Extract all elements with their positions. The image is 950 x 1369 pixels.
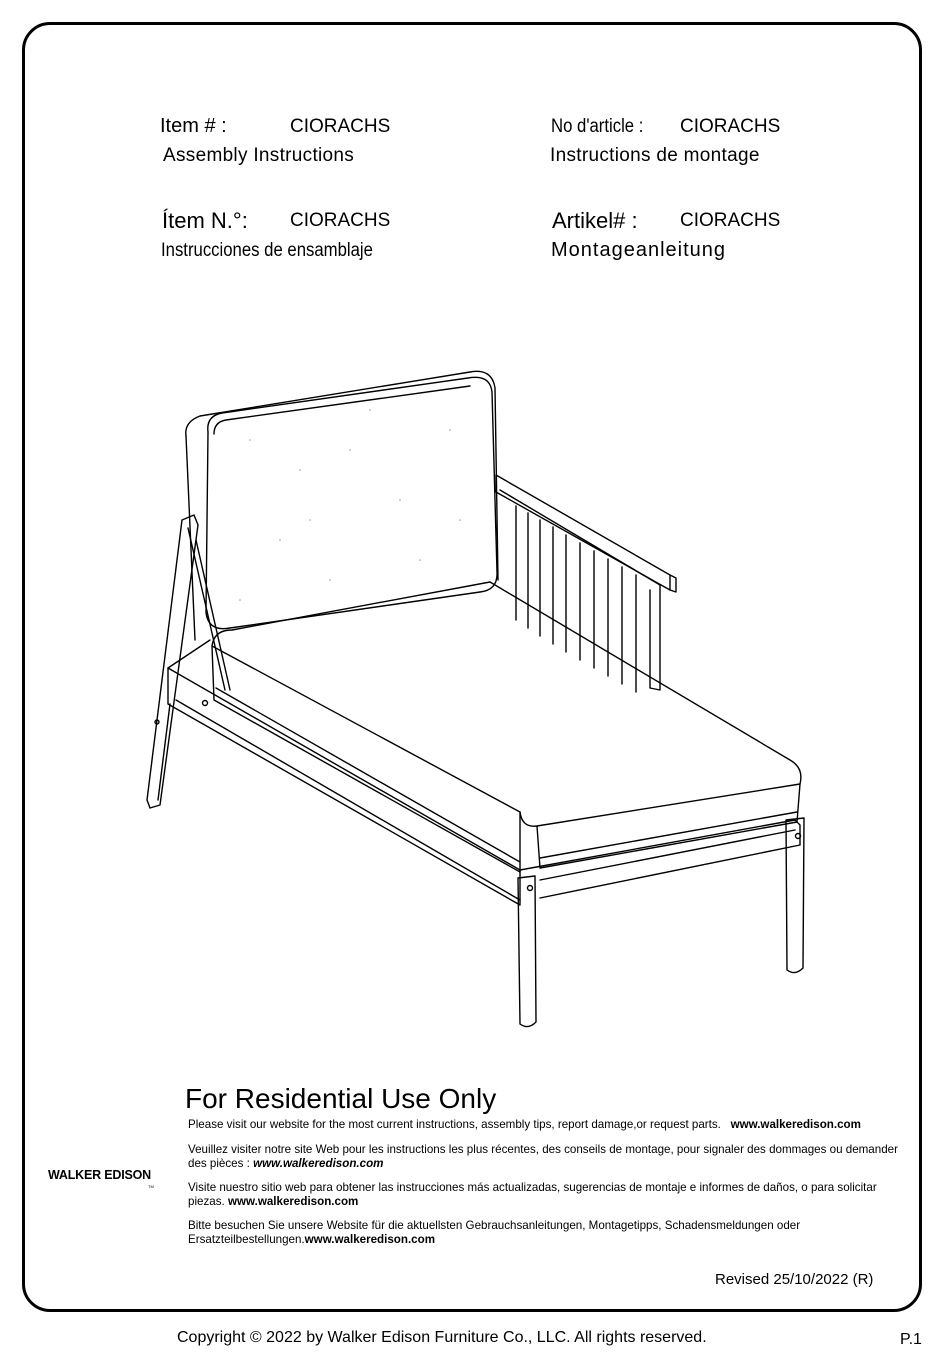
notice-de — [188, 1219, 900, 1247]
item-value-en: CIORACHS — [290, 116, 391, 137]
copyright-notice: Copyright © 2022 by Walker Edison Furniture Co., LLC. All rights reserved. — [177, 1329, 707, 1346]
subtitle-en: Assembly Instructions — [163, 145, 355, 166]
subtitle-es: Instrucciones de ensamblaje — [161, 240, 373, 261]
residential-heading: For Residential Use Only — [185, 1083, 497, 1114]
notice-de-text: Bitte besuchen Sie unsere Website für die aktuellsten Gebrauchsanleitungen, Montagetipps, Schadensmeldungen oder Ersatzteilbestellungen. — [188, 1219, 801, 1246]
notice-fr-text: Veuillez visiter notre site Web pour les instructions les plus récentes, des conseils de montage, pour signaler des dommages ou demander des pièces : — [188, 1143, 898, 1170]
notice-de-url[interactable]: www.walkeredison.com — [304, 1233, 436, 1246]
item-label-de: Artikel# : — [552, 208, 638, 233]
notice-fr — [188, 1143, 900, 1171]
subtitle-fr: Instructions de montage — [550, 145, 760, 166]
revision-date: Revised 25/10/2022 (R) — [715, 1271, 874, 1288]
notice-es-url[interactable]: www.walkeredison.com — [227, 1195, 359, 1208]
item-label-en: Item # : — [160, 115, 227, 137]
logo-trademark: TM — [148, 1184, 154, 1189]
subtitle-de: Montageanleitung — [551, 239, 727, 261]
notice-fr-url[interactable]: www.walkeredison.com — [253, 1157, 384, 1170]
notice-en — [188, 1118, 900, 1132]
notice-en-url[interactable]: www.walkeredison.com — [730, 1118, 861, 1131]
walker-edison-logo: WALKER EDISON — [48, 1168, 151, 1182]
item-value-fr: CIORACHS — [680, 116, 781, 137]
item-label-es: Ítem N.°: — [162, 208, 248, 233]
item-label-fr: No d'article : — [551, 116, 644, 137]
item-value-de: CIORACHS — [680, 210, 781, 231]
notice-es — [188, 1181, 900, 1209]
item-value-es: CIORACHS — [290, 210, 391, 231]
page-number: P.1 — [900, 1331, 922, 1348]
notice-en-text: Please visit our website for the most current instructions, assembly tips, report damage,or request parts. — [188, 1118, 721, 1131]
notice-es-text: Visite nuestro sitio web para obtener las instrucciones más actualizadas, sugerencias de montaje e informes de daños, o para solicitar piezas. — [188, 1181, 877, 1208]
